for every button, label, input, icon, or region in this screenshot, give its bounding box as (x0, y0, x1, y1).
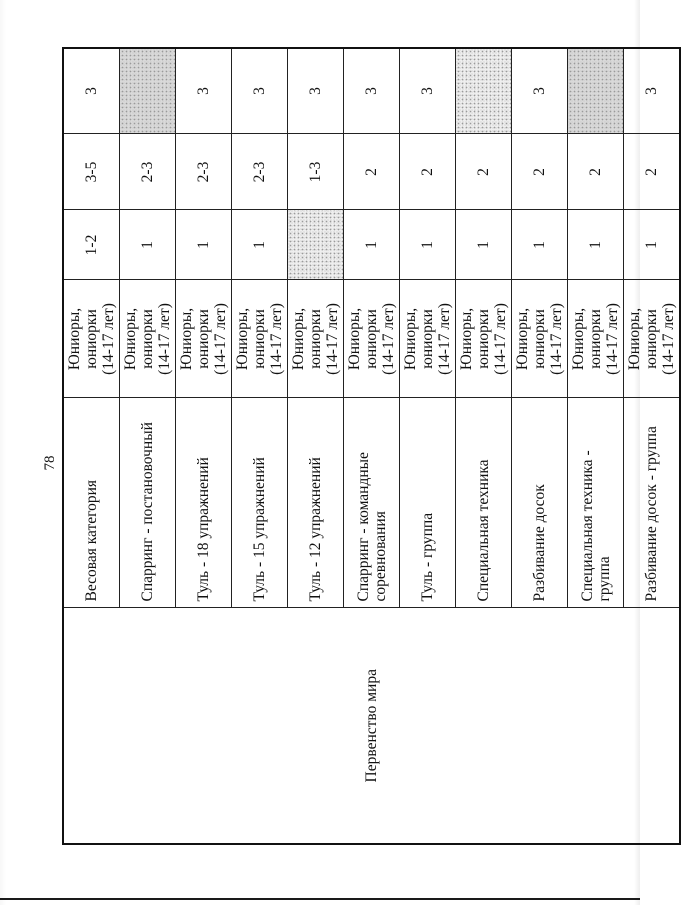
age-group: Юниоры, юниорки (14-17 лет) (456, 280, 512, 398)
discipline-name: Специальная техника (456, 398, 512, 608)
competition-cell: Первенство мира (63, 608, 680, 844)
place-cell: 2 (344, 134, 400, 210)
discipline-name: Туль - 18 упражнений (176, 398, 232, 608)
place-cell: 1 (232, 210, 288, 280)
discipline-name: Специальная техника - группа (568, 398, 624, 608)
age-group: Юниоры, юниорки (14-17 лет) (232, 280, 288, 398)
discipline-name: Туль - 15 упражнений (232, 398, 288, 608)
place-cell: 3 (400, 48, 456, 134)
place-cell: 1 (512, 210, 568, 280)
place-cell: 2 (456, 134, 512, 210)
age-group: Юниоры, юниорки (14-17 лет) (176, 280, 232, 398)
header-weight-category: Весовая категория (63, 398, 120, 608)
place-cell: 1 (456, 210, 512, 280)
place-cell: 3 (176, 48, 232, 134)
header-age-group: Юниоры, юниорки (14-17 лет) (63, 280, 120, 398)
place-cell: 1 (624, 210, 681, 280)
rotated-table-frame (62, 49, 677, 845)
discipline-name: Спарринг - постановочный (120, 398, 176, 608)
discipline-name: Разбивание досок - группа (624, 398, 681, 608)
header-row (63, 48, 120, 844)
shaded-place-cell (120, 48, 176, 134)
place-cell: 1-3 (288, 134, 344, 210)
discipline-name: Туль - группа (400, 398, 456, 608)
place-cell: 1 (120, 210, 176, 280)
bottom-scan-border (0, 898, 640, 900)
age-group: Юниоры, юниорки (14-17 лет) (624, 280, 681, 398)
place-cell: 1 (568, 210, 624, 280)
age-group: Юниоры, юниорки (14-17 лет) (512, 280, 568, 398)
header-place-cell: 3-5 (63, 134, 120, 210)
place-cell: 2-3 (232, 134, 288, 210)
results-table (62, 47, 681, 845)
age-group: Юниоры, юниорки (14-17 лет) (120, 280, 176, 398)
header-place-cell: 3 (63, 48, 120, 134)
place-cell: 2-3 (176, 134, 232, 210)
age-group: Юниоры, юниорки (14-17 лет) (344, 280, 400, 398)
place-cell: 3 (232, 48, 288, 134)
discipline-name: Разбивание досок (512, 398, 568, 608)
place-cell: 3 (288, 48, 344, 134)
header-place-cell: 1-2 (63, 210, 120, 280)
shaded-place-cell (456, 48, 512, 134)
place-cell: 2 (624, 134, 681, 210)
discipline-name: Туль - 12 упражнений (288, 398, 344, 608)
page-number: 78 (42, 455, 58, 471)
discipline-name: Спарринг - командные соревнования (344, 398, 400, 608)
place-cell: 3 (512, 48, 568, 134)
age-group: Юниоры, юниорки (14-17 лет) (400, 280, 456, 398)
age-group: Юниоры, юниорки (14-17 лет) (568, 280, 624, 398)
table-container (62, 49, 677, 845)
shaded-place-cell (288, 210, 344, 280)
place-cell: 2 (568, 134, 624, 210)
place-cell: 1 (344, 210, 400, 280)
place-cell: 2 (512, 134, 568, 210)
place-cell: 3 (624, 48, 681, 134)
place-cell: 2-3 (120, 134, 176, 210)
shaded-place-cell (568, 48, 624, 134)
table-body (63, 48, 680, 844)
place-cell: 1 (400, 210, 456, 280)
place-cell: 1 (176, 210, 232, 280)
age-group: Юниоры, юниорки (14-17 лет) (288, 280, 344, 398)
place-cell: 3 (344, 48, 400, 134)
place-cell: 2 (400, 134, 456, 210)
